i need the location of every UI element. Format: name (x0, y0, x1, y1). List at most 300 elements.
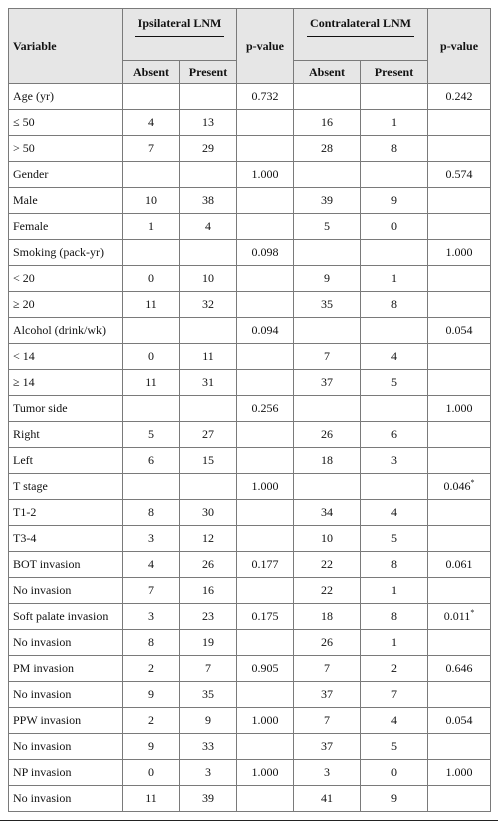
variable-cell (9, 110, 123, 136)
contralateral-p-value-cell-text: 1.000 (445, 245, 473, 259)
contralateral-present-cell (361, 162, 428, 188)
contralateral-absent-cell (294, 162, 361, 188)
contralateral-present-cell (361, 656, 428, 682)
contralateral-p-value-cell (428, 786, 491, 812)
ipsilateral-absent-cell (123, 422, 180, 448)
contralateral-present-cell (361, 422, 428, 448)
contralateral-absent-cell-text: 7 (324, 661, 331, 675)
ipsilateral-present-cell (180, 110, 237, 136)
table-body (9, 84, 491, 812)
ipsilateral-present-cell-text: 23 (202, 609, 214, 623)
contralateral-p-value-cell (428, 188, 491, 214)
contralateral-absent-cell-text: 34 (321, 505, 334, 519)
contralateral-p-value-cell (428, 240, 491, 266)
table-row (9, 214, 491, 240)
ipsilateral-present-cell-text: 15 (202, 453, 214, 467)
ipsilateral-present-cell-text: 32 (202, 297, 214, 311)
table-container (8, 8, 490, 812)
contralateral-absent-cell (294, 708, 361, 734)
ipsilateral-p-value-cell (237, 630, 294, 656)
contralateral-p-value-cell (428, 526, 491, 552)
table-row (9, 604, 491, 630)
ipsilateral-absent-cell (123, 188, 180, 214)
ipsilateral-present-cell (180, 162, 237, 188)
contralateral-p-value-cell (428, 708, 491, 734)
ipsilateral-p-value-cell (237, 526, 294, 552)
table-row (9, 578, 491, 604)
ipsilateral-p-value-cell (237, 656, 294, 682)
contralateral-present-cell-text: 9 (391, 791, 398, 805)
contralateral-absent-cell-text: 26 (321, 427, 334, 441)
ipsilateral-lnm-header (123, 9, 237, 61)
ipsilateral-p-value-cell-text: 1.000 (251, 479, 279, 493)
contralateral-p-value-cell-text: 0.054 (445, 713, 473, 727)
ipsilateral-present-cell-text: 12 (202, 531, 214, 545)
ipsilateral-p-value-cell (237, 448, 294, 474)
contralateral-present-cell-text: 8 (391, 557, 398, 571)
variable-cell (9, 682, 123, 708)
contralateral-present-cell (361, 240, 428, 266)
ipsilateral-absent-cell (123, 318, 180, 344)
ipsilateral-present-cell-text: 10 (202, 271, 214, 285)
ipsilateral-present-cell (180, 786, 237, 812)
ipsilateral-present-cell-text: 7 (205, 661, 211, 675)
ipsilateral-p-value-cell-text: 1.000 (251, 167, 279, 181)
ipsilateral-present-cell (180, 708, 237, 734)
ipsilateral-absent-header: Absent (123, 61, 180, 84)
ipsilateral-absent-cell (123, 370, 180, 396)
contralateral-present-cell (361, 604, 428, 630)
ipsilateral-absent-cell (123, 604, 180, 630)
ipsilateral-p-value-cell (237, 786, 294, 812)
contralateral-absent-cell (294, 448, 361, 474)
ipsilateral-p-value-cell-text: 0.732 (251, 89, 279, 103)
contralateral-absent-cell-text: 28 (321, 141, 334, 155)
variable-cell-text: ≤ 50 (13, 115, 35, 129)
contralateral-present-cell (361, 760, 428, 786)
variable-cell-text: Female (13, 219, 49, 233)
variable-cell (9, 786, 123, 812)
significance-marker: * (470, 478, 475, 487)
ipsilateral-absent-cell-text: 2 (148, 713, 154, 727)
ipsilateral-absent-cell-text: 9 (148, 687, 154, 701)
variable-cell (9, 500, 123, 526)
contralateral-absent-cell (294, 84, 361, 110)
contralateral-absent-cell (294, 292, 361, 318)
contralateral-present-cell (361, 110, 428, 136)
ipsilateral-p-value-cell (237, 578, 294, 604)
variable-cell-text: T stage (13, 479, 48, 493)
ipsilateral-present-cell-text: 26 (202, 557, 214, 571)
contralateral-p-value-cell-text: 0.061 (445, 557, 473, 571)
variable-cell (9, 136, 123, 162)
table-row (9, 760, 491, 786)
contralateral-absent-cell-text: 18 (321, 453, 334, 467)
contralateral-p-value-cell (428, 734, 491, 760)
contralateral-absent-cell-text: 22 (321, 557, 334, 571)
contralateral-absent-cell-text: 7 (324, 349, 331, 363)
variable-cell (9, 214, 123, 240)
table-row (9, 448, 491, 474)
ipsilateral-p-value-cell (237, 422, 294, 448)
variable-cell (9, 318, 123, 344)
contralateral-present-cell (361, 448, 428, 474)
contralateral-present-cell-text: 1 (391, 635, 398, 649)
contralateral-present-cell-text: 3 (391, 453, 398, 467)
ipsilateral-absent-cell-text: 4 (148, 115, 154, 129)
contralateral-absent-cell (294, 552, 361, 578)
contralateral-absent-cell-text: 9 (324, 271, 331, 285)
contralateral-p-value-cell (428, 760, 491, 786)
contralateral-p-value-cell-text: 0.054 (445, 323, 473, 337)
ipsilateral-absent-cell-text: 10 (145, 193, 157, 207)
table-row (9, 344, 491, 370)
contralateral-absent-cell-text: 5 (324, 219, 331, 233)
ipsilateral-p-value-cell (237, 188, 294, 214)
ipsilateral-absent-cell (123, 786, 180, 812)
contralateral-present-cell-text: 4 (391, 505, 398, 519)
ipsilateral-present-cell-text: 35 (202, 687, 214, 701)
contralateral-present-cell-text: 1 (391, 115, 398, 129)
ipsilateral-p-value-cell-text: 0.175 (251, 609, 279, 623)
ipsilateral-present-cell-text: 39 (202, 791, 214, 805)
ipsilateral-absent-cell (123, 682, 180, 708)
contralateral-present-cell-text: 4 (391, 349, 398, 363)
ipsilateral-absent-cell (123, 292, 180, 318)
contralateral-present-cell-text: 8 (391, 141, 398, 155)
ipsilateral-absent-cell-text: 7 (148, 583, 154, 597)
ipsilateral-present-cell (180, 370, 237, 396)
ipsilateral-absent-cell (123, 448, 180, 474)
ipsilateral-present-cell (180, 500, 237, 526)
ipsilateral-absent-cell (123, 630, 180, 656)
ipsilateral-absent-cell (123, 344, 180, 370)
contralateral-p-value-cell (428, 422, 491, 448)
ipsilateral-absent-cell-text: 11 (145, 297, 157, 311)
variable-cell-text: Right (13, 427, 40, 441)
table-row (9, 656, 491, 682)
contralateral-lnm-header (294, 9, 428, 61)
contralateral-p-value-cell (428, 604, 491, 630)
contralateral-present-cell-text: 5 (391, 531, 398, 545)
ipsilateral-p-value-cell-text: 0.098 (251, 245, 279, 259)
ipsilateral-p-value-cell (237, 682, 294, 708)
contralateral-present-cell-text: 1 (391, 583, 398, 597)
ipsilateral-present-cell-text: 4 (205, 219, 211, 233)
contralateral-absent-cell (294, 474, 361, 500)
table-row (9, 84, 491, 110)
contralateral-present-cell (361, 708, 428, 734)
ipsilateral-absent-cell-text: 6 (148, 453, 154, 467)
contralateral-absent-cell (294, 656, 361, 682)
p-value-header-ipsilateral: p-value (237, 9, 294, 84)
contralateral-p-value-cell-text: 0.242 (445, 89, 473, 103)
table-row (9, 786, 491, 812)
ipsilateral-present-cell (180, 630, 237, 656)
ipsilateral-p-value-cell-text: 1.000 (251, 765, 279, 779)
ipsilateral-absent-cell (123, 266, 180, 292)
variable-cell-text: Age (yr) (13, 89, 54, 103)
ipsilateral-p-value-cell (237, 552, 294, 578)
contralateral-absent-cell-text: 39 (321, 193, 334, 207)
table-row (9, 188, 491, 214)
ipsilateral-p-value-cell (237, 214, 294, 240)
ipsilateral-absent-cell (123, 526, 180, 552)
table-row (9, 240, 491, 266)
variable-cell (9, 604, 123, 630)
table-row (9, 708, 491, 734)
table-row (9, 500, 491, 526)
contralateral-absent-cell (294, 318, 361, 344)
contralateral-p-value-cell-text: 0.646 (445, 661, 473, 675)
table-row (9, 318, 491, 344)
contralateral-p-value-cell-text: 1.000 (445, 401, 473, 415)
ipsilateral-p-value-cell (237, 240, 294, 266)
ipsilateral-absent-cell (123, 760, 180, 786)
contralateral-present-cell-text: 5 (391, 375, 398, 389)
contralateral-present-cell-text: 6 (391, 427, 398, 441)
table-row (9, 396, 491, 422)
contralateral-present-cell-text: 0 (391, 765, 398, 779)
variable-cell (9, 552, 123, 578)
contralateral-absent-cell (294, 344, 361, 370)
contralateral-absent-cell (294, 526, 361, 552)
variable-cell-text: Soft palate invasion (13, 609, 109, 623)
contralateral-absent-cell (294, 500, 361, 526)
contralateral-present-cell-text: 2 (391, 661, 398, 675)
ipsilateral-present-cell (180, 240, 237, 266)
ipsilateral-present-cell (180, 188, 237, 214)
table-row (9, 422, 491, 448)
variable-cell (9, 344, 123, 370)
contralateral-absent-cell (294, 630, 361, 656)
contralateral-p-value-cell (428, 84, 491, 110)
table-row (9, 162, 491, 188)
ipsilateral-absent-cell-text: 3 (148, 531, 154, 545)
contralateral-absent-cell (294, 604, 361, 630)
ipsilateral-present-cell (180, 578, 237, 604)
contralateral-present-cell (361, 84, 428, 110)
contralateral-p-value-cell (428, 318, 491, 344)
contralateral-absent-cell (294, 110, 361, 136)
variable-cell-text: No invasion (13, 635, 72, 649)
table-row (9, 682, 491, 708)
contralateral-present-header: Present (361, 61, 428, 84)
ipsilateral-p-value-cell (237, 84, 294, 110)
contralateral-present-cell (361, 292, 428, 318)
ipsilateral-absent-cell-text: 11 (145, 375, 157, 389)
contralateral-absent-cell-text: 16 (321, 115, 334, 129)
contralateral-present-cell-text: 5 (391, 739, 398, 753)
ipsilateral-absent-cell (123, 474, 180, 500)
ipsilateral-present-cell (180, 266, 237, 292)
ipsilateral-present-cell-text: 9 (205, 713, 211, 727)
contralateral-p-value-cell (428, 396, 491, 422)
variable-cell (9, 266, 123, 292)
ipsilateral-present-cell (180, 656, 237, 682)
variable-cell-text: BOT invasion (13, 557, 81, 571)
ipsilateral-p-value-cell-text: 1.000 (251, 713, 279, 727)
table-header (9, 9, 491, 84)
contralateral-present-cell (361, 500, 428, 526)
variable-header: Variable (9, 9, 123, 84)
ipsilateral-p-value-cell (237, 604, 294, 630)
contralateral-p-value-cell (428, 266, 491, 292)
variable-cell (9, 734, 123, 760)
ipsilateral-absent-cell (123, 162, 180, 188)
ipsilateral-absent-cell (123, 214, 180, 240)
ipsilateral-present-cell (180, 526, 237, 552)
variable-cell-text: T1-2 (13, 505, 37, 519)
ipsilateral-absent-cell (123, 110, 180, 136)
contralateral-absent-cell-text: 35 (321, 297, 334, 311)
contralateral-present-cell-text: 0 (391, 219, 398, 233)
ipsilateral-absent-cell (123, 396, 180, 422)
contralateral-absent-cell (294, 734, 361, 760)
ipsilateral-absent-cell-text: 5 (148, 427, 154, 441)
table-row (9, 110, 491, 136)
contralateral-absent-cell (294, 578, 361, 604)
ipsilateral-present-cell (180, 474, 237, 500)
contralateral-absent-cell (294, 188, 361, 214)
variable-cell (9, 760, 123, 786)
ipsilateral-absent-cell-text: 8 (148, 505, 154, 519)
variable-cell-text: Gender (13, 167, 49, 181)
ipsilateral-absent-cell-text: 8 (148, 635, 154, 649)
contralateral-p-value-cell (428, 656, 491, 682)
contralateral-absent-cell (294, 136, 361, 162)
ipsilateral-p-value-cell-text: 0.094 (251, 323, 279, 337)
contralateral-present-cell (361, 370, 428, 396)
table-row (9, 630, 491, 656)
contralateral-absent-cell-text: 37 (321, 375, 334, 389)
variable-cell (9, 292, 123, 318)
ipsilateral-present-cell-text: 11 (202, 349, 214, 363)
ipsilateral-present-cell (180, 318, 237, 344)
ipsilateral-present-cell-text: 13 (202, 115, 214, 129)
ipsilateral-absent-cell (123, 578, 180, 604)
ipsilateral-present-cell (180, 760, 237, 786)
ipsilateral-absent-cell-text: 3 (148, 609, 154, 623)
ipsilateral-present-cell (180, 292, 237, 318)
table-row (9, 136, 491, 162)
ipsilateral-present-cell-text: 19 (202, 635, 214, 649)
contralateral-lnm-label: Contralateral LNM (307, 14, 414, 37)
ipsilateral-p-value-cell (237, 110, 294, 136)
variable-cell (9, 578, 123, 604)
ipsilateral-present-cell-text: 30 (202, 505, 214, 519)
variable-cell (9, 396, 123, 422)
contralateral-present-cell (361, 578, 428, 604)
contralateral-p-value-cell (428, 162, 491, 188)
contralateral-p-value-cell (428, 370, 491, 396)
variable-cell (9, 240, 123, 266)
contralateral-p-value-cell (428, 136, 491, 162)
table-row (9, 474, 491, 500)
table-row (9, 552, 491, 578)
ipsilateral-p-value-cell (237, 318, 294, 344)
variable-cell-text: ≥ 14 (13, 375, 35, 389)
ipsilateral-p-value-cell-text: 0.177 (251, 557, 279, 571)
bottom-rule (0, 820, 498, 821)
contralateral-p-value-cell-text: 1.000 (445, 765, 473, 779)
variable-cell-text: No invasion (13, 739, 72, 753)
ipsilateral-present-cell-text: 27 (202, 427, 214, 441)
ipsilateral-absent-cell (123, 84, 180, 110)
contralateral-absent-cell-text: 10 (321, 531, 334, 545)
contralateral-present-cell (361, 734, 428, 760)
contralateral-absent-cell (294, 240, 361, 266)
variable-cell-text: PPW invasion (13, 713, 82, 727)
p-value-header-contralateral: p-value (428, 9, 491, 84)
ipsilateral-absent-cell-text: 0 (148, 271, 154, 285)
contralateral-present-cell (361, 630, 428, 656)
ipsilateral-p-value-cell (237, 734, 294, 760)
variable-cell-text: ≥ 20 (13, 297, 35, 311)
ipsilateral-absent-cell-text: 0 (148, 349, 154, 363)
contralateral-absent-cell (294, 786, 361, 812)
contralateral-p-value-cell (428, 552, 491, 578)
ipsilateral-absent-cell (123, 240, 180, 266)
ipsilateral-present-cell (180, 422, 237, 448)
contralateral-absent-cell (294, 682, 361, 708)
contralateral-p-value-cell (428, 500, 491, 526)
variable-cell-text: No invasion (13, 791, 72, 805)
ipsilateral-absent-cell-text: 2 (148, 661, 154, 675)
variable-cell-text: Male (13, 193, 38, 207)
contralateral-p-value-cell (428, 682, 491, 708)
ipsilateral-present-cell (180, 136, 237, 162)
ipsilateral-p-value-cell-text: 0.905 (251, 661, 279, 675)
ipsilateral-present-cell (180, 552, 237, 578)
ipsilateral-p-value-cell (237, 370, 294, 396)
variable-cell-text: PM invasion (13, 661, 75, 675)
contralateral-present-cell-text: 4 (391, 713, 398, 727)
contralateral-absent-cell (294, 214, 361, 240)
ipsilateral-absent-cell-text: 9 (148, 739, 154, 753)
variable-cell-text: No invasion (13, 687, 72, 701)
variable-cell-text: NP invasion (13, 765, 72, 779)
contralateral-present-cell-text: 7 (391, 687, 398, 701)
contralateral-present-cell (361, 318, 428, 344)
contralateral-present-cell (361, 396, 428, 422)
variable-cell (9, 162, 123, 188)
variable-cell-text: No invasion (13, 583, 72, 597)
contralateral-absent-cell-text: 41 (321, 791, 334, 805)
ipsilateral-present-cell (180, 734, 237, 760)
contralateral-p-value-cell (428, 292, 491, 318)
ipsilateral-absent-cell-text: 4 (148, 557, 154, 571)
variable-cell-text: < 14 (13, 349, 35, 363)
ipsilateral-present-cell (180, 604, 237, 630)
variable-cell (9, 708, 123, 734)
ipsilateral-absent-cell (123, 136, 180, 162)
table-row (9, 292, 491, 318)
ipsilateral-absent-cell-text: 7 (148, 141, 154, 155)
contralateral-absent-cell (294, 266, 361, 292)
table-row (9, 370, 491, 396)
contralateral-absent-cell-text: 37 (321, 687, 334, 701)
ipsilateral-absent-cell-text: 11 (145, 791, 157, 805)
contralateral-p-value-cell (428, 448, 491, 474)
contralateral-present-cell (361, 474, 428, 500)
contralateral-p-value-cell (428, 630, 491, 656)
contralateral-p-value-cell (428, 578, 491, 604)
ipsilateral-absent-cell (123, 734, 180, 760)
ipsilateral-p-value-cell (237, 474, 294, 500)
ipsilateral-absent-cell (123, 708, 180, 734)
ipsilateral-present-cell (180, 448, 237, 474)
